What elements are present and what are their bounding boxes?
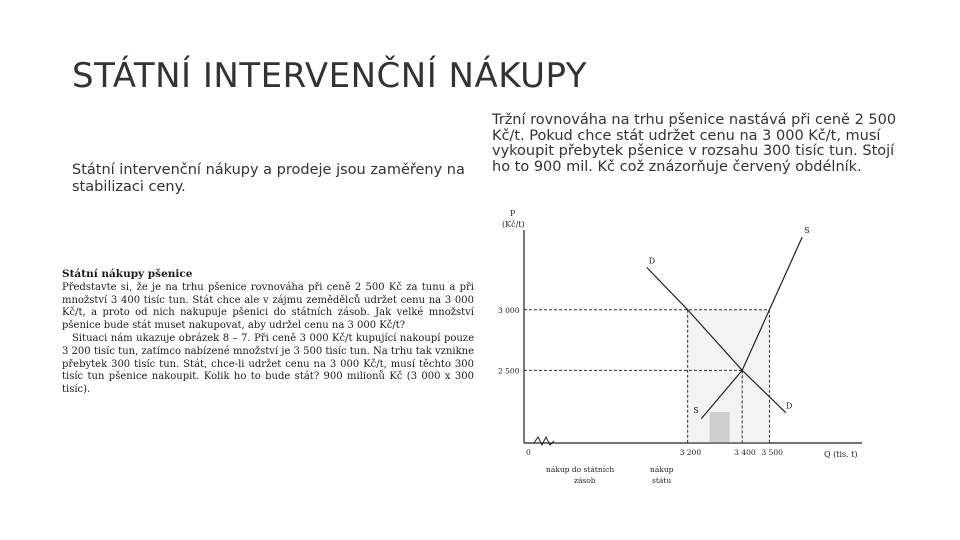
series-s-label-top: S <box>804 226 810 236</box>
right-text: Tržní rovnováha na trhu pšenice nastává při ceně 2 500 Kč/t. Pokud chce stát udržet cenu na 3 000 Kč/t, musí vykoupit přebytek pšenice v rozsahu 300 tisíc tun. Stojí ho to 900 mil. Kč což znázorňuje červený obdélník. <box>492 112 897 175</box>
supply-demand-chart <box>490 200 870 500</box>
annotation-state-purchase-line2: státu <box>652 476 672 485</box>
y-axis-label-unit: (Kč/t) <box>502 220 525 229</box>
scan-paragraph-1: Představte si, že je na trhu pšenice rovnováha při ceně 2 500 Kč za tunu a při množství 3 400 tisíc tun. Stát chce ale v zájmu zemědělců udržet cenu na 3 000 Kč/t, a proto od nich nakupuje pšenici do státních zásob. Jak velké množství pšenice bude stát muset nakupovat, aby udržel cenu na 3 000 Kč/t? <box>62 281 474 332</box>
axis-break-icon <box>534 437 554 445</box>
scan-paragraph-2: Situaci nám ukazuje obrázek 8 – 7. Při ceně 3 000 Kč/t kupující nakoupí pouze 3 200 tisíc tun, zatímco nabízené množství je 3 500 tisíc tun. Na trhu tak vznikne přebytek 300 tisíc tun. Stát, chce-li udržet cenu na 3 000 Kč/t, musí těchto 300 tisíc tun pšenice nakoupit. Kolik ho to bude stát? 900 milionů Kč (3 000 x 300 tisíc). <box>62 332 474 396</box>
annotation-state-stock-line2: zásob <box>574 476 596 485</box>
series-d-label-bottom: D <box>785 401 793 411</box>
x-axis-label: Q (tis. t) <box>824 450 858 459</box>
annotation-state-stock-line1: nákup do státních <box>546 465 615 474</box>
slide-title: STÁTNÍ INTERVENČNÍ NÁKUPY <box>72 56 588 96</box>
left-text: Státní intervenční nákupy a prodeje jsou zaměřeny na stabilizaci ceny. <box>72 162 465 195</box>
x-tick-label: 3 200 <box>679 448 702 457</box>
series-d-label-top: D <box>648 256 656 266</box>
y-tick-label: 3 000 <box>498 305 520 315</box>
y-axis-label-p: P <box>510 209 516 218</box>
scanned-textbook-excerpt <box>62 268 474 418</box>
x-tick-label: 3 400 <box>734 448 756 457</box>
scan-heading: Státní nákupy pšenice <box>62 268 193 280</box>
y-tick-label: 2 500 <box>498 366 520 376</box>
series-s-label-bottom: S <box>693 405 699 415</box>
shaded-purchase-block <box>710 412 730 442</box>
annotation-state-purchase-line1: nákup <box>650 465 674 474</box>
x-tick-label: 0 <box>526 448 531 457</box>
x-tick-label: 3 500 <box>761 448 783 457</box>
